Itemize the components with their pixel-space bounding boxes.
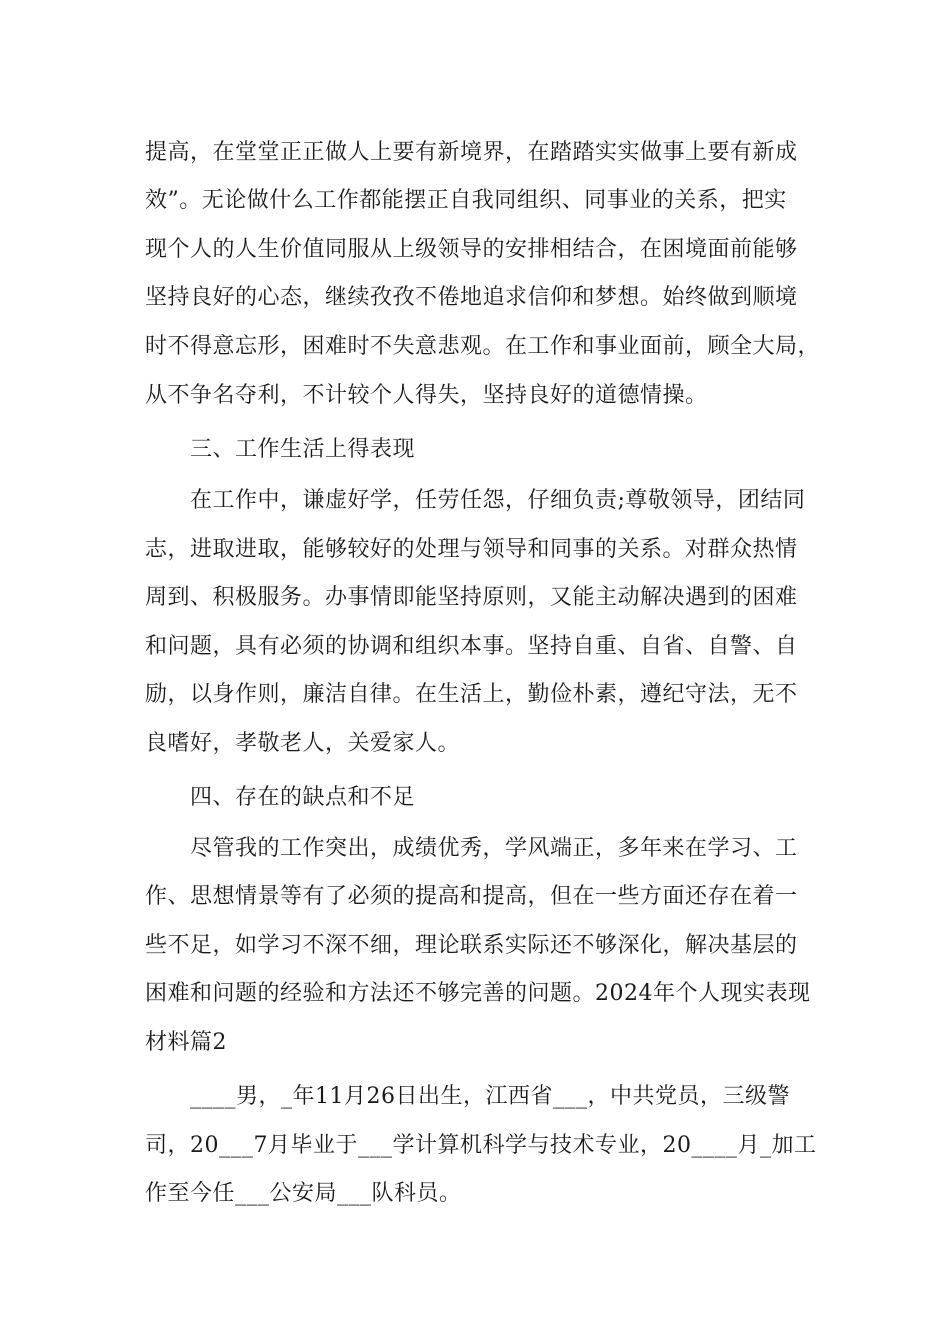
paragraph-line: 在工作中，谦虚好学，任劳任怨，仔细负责;尊敬领导，团结同 <box>190 488 806 513</box>
paragraph-line: 志，进取进取，能够较好的处理与领导和同事的关系。对群众热情 <box>145 537 798 562</box>
paragraph-line: 时不得意忘形，困难时不失意悲观。在工作和事业面前，顾全大局， <box>145 334 821 359</box>
paragraph-line: 效”。无论做什么工作都能摆正自我同组织、同事业的关系，把实 <box>145 188 787 213</box>
paragraph-line: 现个人的人生价值同服从上级领导的安排相结合，在困境面前能够 <box>145 237 798 262</box>
paragraph-line: 作至今任___公安局___队科员。 <box>145 1181 462 1206</box>
paragraph-line: 司，20___7月毕业于___学计算机科学与技术专业，20____月_加工 <box>145 1133 817 1158</box>
section-heading: 四、存在的缺点和不足 <box>190 785 416 810</box>
paragraph-line: 些不足，如学习不深不细，理论联系实际还不够深化，解决基层的 <box>145 933 798 958</box>
paragraph-line: 尽管我的工作突出，成绩优秀，学风端正，多年来在学习、工 <box>190 836 798 861</box>
paragraph-line: ____男，_年11月26日出生，江西省___，中共党员，三级警 <box>190 1084 790 1109</box>
section-heading: 三、工作生活上得表现 <box>190 437 416 462</box>
paragraph-line: 作、思想情景等有了必须的提高和提高，但在一些方面还存在着一 <box>145 884 798 909</box>
paragraph-line: 坚持良好的心态，继续孜孜不倦地追求信仰和梦想。始终做到顺境 <box>145 285 798 310</box>
paragraph-line: 周到、积极服务。办事情即能坚持原则，又能主动解决遇到的困难 <box>145 585 798 610</box>
paragraph-line: 困难和问题的经验和方法还不够完善的问题。2024年个人现实表现 <box>145 981 811 1006</box>
paragraph-line: 材料篇2 <box>145 1030 227 1055</box>
paragraph-line: 励，以身作则，廉洁自律。在生活上，勤俭朴素，遵纪守法，无不 <box>145 682 798 707</box>
paragraph-line: 从不争名夺利，不计较个人得失，坚持良好的道德情操。 <box>145 383 708 408</box>
paragraph-line: 和问题，具有必须的协调和组织本事。坚持自重、自省、自警、自 <box>145 634 798 659</box>
paragraph-line: 良嗜好，孝敬老人，关爱家人。 <box>145 731 461 756</box>
paragraph-line: 提高，在堂堂正正做人上要有新境界，在踏踏实实做事上要有新成 <box>145 140 798 165</box>
